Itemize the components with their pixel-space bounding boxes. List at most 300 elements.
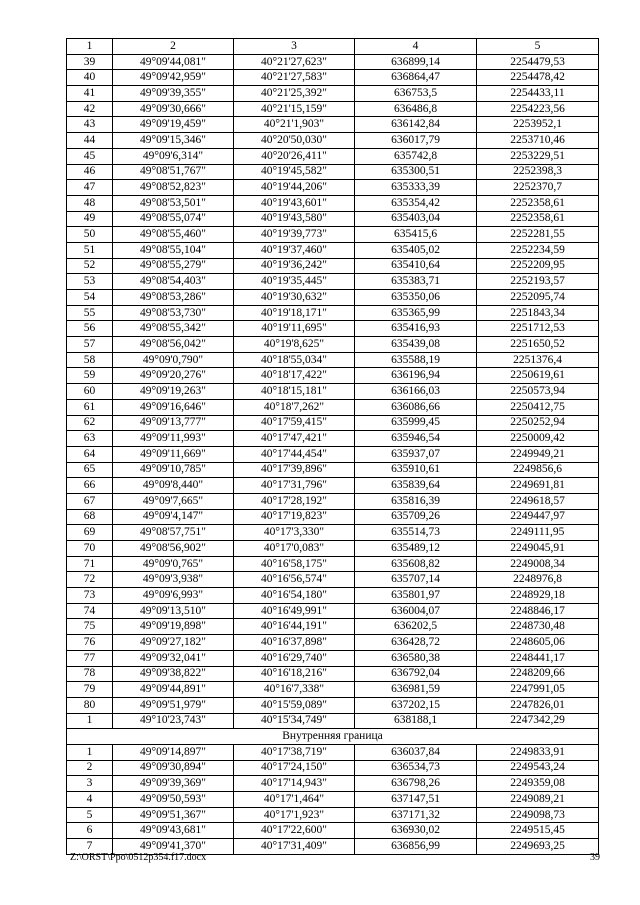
- table-cell: 635937,07: [355, 446, 477, 462]
- table-row: [67, 227, 599, 243]
- table-cell: 3: [234, 39, 355, 55]
- table-cell: 1: [67, 744, 113, 760]
- table-cell: 49°09'8,440": [113, 478, 234, 494]
- table-cell: 636017,79: [355, 133, 477, 149]
- table-row: [67, 666, 599, 682]
- table-cell: 2250619,61: [477, 368, 599, 384]
- table-cell: 635816,39: [355, 493, 477, 509]
- table-cell: 40°16'49,991": [234, 603, 355, 619]
- table-cell: 40°18'55,034": [234, 352, 355, 368]
- table-cell: 2: [113, 39, 234, 55]
- table-row: [67, 384, 599, 400]
- table-cell: 49°09'32,041": [113, 650, 234, 666]
- table-cell: 49°09'14,897": [113, 744, 234, 760]
- table-cell: 69: [67, 525, 113, 541]
- table-cell: 635707,14: [355, 572, 477, 588]
- table-cell: 49°08'52,823": [113, 180, 234, 196]
- table-cell: 66: [67, 478, 113, 494]
- section-row: [67, 729, 599, 745]
- table-row: [67, 588, 599, 604]
- table-cell: 635333,39: [355, 180, 477, 196]
- table-row: [67, 54, 599, 70]
- table-row: [67, 368, 599, 384]
- table-cell: 2254478,42: [477, 70, 599, 86]
- table-cell: 636753,5: [355, 86, 477, 102]
- table-cell: 2249089,21: [477, 792, 599, 808]
- table-cell: 2249447,97: [477, 509, 599, 525]
- table-cell: 40°15'59,089": [234, 697, 355, 713]
- table-cell: 71: [67, 556, 113, 572]
- table-row: [67, 541, 599, 557]
- table-cell: 40: [67, 70, 113, 86]
- table-cell: 2: [67, 760, 113, 776]
- table-cell: 635416,93: [355, 321, 477, 337]
- table-cell: 2249098,73: [477, 807, 599, 823]
- table-cell: 73: [67, 588, 113, 604]
- table-cell: 49°09'13,510": [113, 603, 234, 619]
- table-cell: 40°18'15,181": [234, 384, 355, 400]
- table-cell: 49°09'16,646": [113, 399, 234, 415]
- table-cell: 54: [67, 290, 113, 306]
- table-cell: 40°16'44,191": [234, 619, 355, 635]
- table-cell: 40°20'50,030": [234, 133, 355, 149]
- table-cell: 635801,97: [355, 588, 477, 604]
- table-cell: 2254223,56: [477, 101, 599, 117]
- footer-file-path: Z:\ORST\Ppo\0512p354.f17.docx: [70, 852, 207, 863]
- table-cell: 49°09'51,367": [113, 807, 234, 823]
- table-cell: 40°19'8,625": [234, 337, 355, 353]
- table-row: [67, 713, 599, 729]
- table-cell: 49°08'56,042": [113, 337, 234, 353]
- table-cell: 40°17'47,421": [234, 431, 355, 447]
- table-cell: 79: [67, 682, 113, 698]
- table-row: [67, 164, 599, 180]
- table-cell: 2249111,95: [477, 525, 599, 541]
- table-cell: 636930,02: [355, 823, 477, 839]
- table-cell: 2252193,57: [477, 274, 599, 290]
- table-row: [67, 415, 599, 431]
- table-cell: 49°08'55,074": [113, 211, 234, 227]
- table-cell: 40°20'26,411": [234, 148, 355, 164]
- table-cell: 40°21'15,159": [234, 101, 355, 117]
- table-cell: 636428,72: [355, 635, 477, 651]
- table-cell: 636202,5: [355, 619, 477, 635]
- table-row: [67, 337, 599, 353]
- table-cell: 635383,71: [355, 274, 477, 290]
- table-cell: 74: [67, 603, 113, 619]
- table-cell: 40°19'35,445": [234, 274, 355, 290]
- table-cell: 49°09'13,777": [113, 415, 234, 431]
- table-cell: 636798,26: [355, 776, 477, 792]
- table-cell: 2252281,55: [477, 227, 599, 243]
- table-cell: 56: [67, 321, 113, 337]
- table-cell: 40°19'43,601": [234, 195, 355, 211]
- table-cell: 40°19'18,171": [234, 305, 355, 321]
- table-cell: 2249856,6: [477, 462, 599, 478]
- table-cell: 40°19'43,580": [234, 211, 355, 227]
- table-cell: 2254433,11: [477, 86, 599, 102]
- table-cell: 40°19'11,695": [234, 321, 355, 337]
- table-row: [67, 792, 599, 808]
- section-title: Внутренняя граница: [67, 729, 599, 745]
- table-row: [67, 399, 599, 415]
- table-cell: 49°09'42,959": [113, 70, 234, 86]
- table-cell: 49°08'55,104": [113, 242, 234, 258]
- table-cell: 636856,99: [355, 839, 477, 855]
- table-cell: 49°09'6,314": [113, 148, 234, 164]
- table-cell: 2252234,59: [477, 242, 599, 258]
- footer-page-number: 39: [590, 852, 600, 863]
- table-cell: 40°16'56,574": [234, 572, 355, 588]
- table-cell: 49°09'10,785": [113, 462, 234, 478]
- table-cell: 636864,47: [355, 70, 477, 86]
- table-cell: 637147,51: [355, 792, 477, 808]
- table-cell: 40°19'37,460": [234, 242, 355, 258]
- table-cell: 5: [67, 807, 113, 823]
- table-row: [67, 760, 599, 776]
- coordinates-table: [66, 38, 599, 855]
- table-cell: 40°18'17,422": [234, 368, 355, 384]
- table-cell: 2249949,21: [477, 446, 599, 462]
- table-cell: 49°09'43,681": [113, 823, 234, 839]
- table-cell: 40°19'30,632": [234, 290, 355, 306]
- table-cell: 49°09'6,993": [113, 588, 234, 604]
- table-cell: 2250412,75: [477, 399, 599, 415]
- table-cell: 2252358,61: [477, 211, 599, 227]
- table-cell: 58: [67, 352, 113, 368]
- table-cell: 2249008,34: [477, 556, 599, 572]
- table-cell: 636981,59: [355, 682, 477, 698]
- table-cell: 635403,04: [355, 211, 477, 227]
- table-cell: 636086,66: [355, 399, 477, 415]
- table-cell: 40°17'3,330": [234, 525, 355, 541]
- table-row: [67, 682, 599, 698]
- table-cell: 635910,61: [355, 462, 477, 478]
- table-cell: 2252095,74: [477, 290, 599, 306]
- table-row: [67, 525, 599, 541]
- table-cell: 49: [67, 211, 113, 227]
- table-cell: 1: [67, 713, 113, 729]
- table-cell: 49°09'20,276": [113, 368, 234, 384]
- table-cell: 2249618,57: [477, 493, 599, 509]
- table-cell: 635405,02: [355, 242, 477, 258]
- table-cell: 635999,45: [355, 415, 477, 431]
- table-cell: 2253710,46: [477, 133, 599, 149]
- table-cell: 40°15'34,749": [234, 713, 355, 729]
- table-cell: 40°17'31,796": [234, 478, 355, 494]
- table-cell: 61: [67, 399, 113, 415]
- table-cell: 2249543,24: [477, 760, 599, 776]
- table-cell: 635839,64: [355, 478, 477, 494]
- table-cell: 39: [67, 54, 113, 70]
- table-cell: 635489,12: [355, 541, 477, 557]
- table-cell: 44: [67, 133, 113, 149]
- table-cell: 40°19'44,206": [234, 180, 355, 196]
- table-row: [67, 650, 599, 666]
- table-row: [67, 195, 599, 211]
- table-cell: 49°08'55,279": [113, 258, 234, 274]
- table-cell: 40°19'36,242": [234, 258, 355, 274]
- table-cell: 75: [67, 619, 113, 635]
- table-header-row: [67, 39, 599, 55]
- table-cell: 80: [67, 697, 113, 713]
- table-cell: 49°08'56,902": [113, 541, 234, 557]
- table-cell: 2247342,29: [477, 713, 599, 729]
- table-cell: 636142,84: [355, 117, 477, 133]
- table-cell: 6: [67, 823, 113, 839]
- table-cell: 2247991,05: [477, 682, 599, 698]
- table-cell: 64: [67, 446, 113, 462]
- table-row: [67, 242, 599, 258]
- table-row: [67, 493, 599, 509]
- table-cell: 51: [67, 242, 113, 258]
- table-cell: 636792,04: [355, 666, 477, 682]
- table-cell: 40°21'27,623": [234, 54, 355, 70]
- table-cell: 49°09'3,938": [113, 572, 234, 588]
- table-cell: 635608,82: [355, 556, 477, 572]
- table-row: [67, 258, 599, 274]
- table-cell: 635365,99: [355, 305, 477, 321]
- table-cell: 49°09'19,898": [113, 619, 234, 635]
- table-cell: 49°09'7,665": [113, 493, 234, 509]
- table-row: [67, 635, 599, 651]
- table-cell: 2248441,17: [477, 650, 599, 666]
- table-cell: 635354,42: [355, 195, 477, 211]
- table-cell: 636899,14: [355, 54, 477, 70]
- table-row: [67, 556, 599, 572]
- table-row: [67, 274, 599, 290]
- table-cell: 49°09'0,790": [113, 352, 234, 368]
- table-cell: 49°09'41,370": [113, 839, 234, 855]
- table-cell: 2254479,53: [477, 54, 599, 70]
- table-cell: 40°17'44,454": [234, 446, 355, 462]
- table-cell: 2248730,48: [477, 619, 599, 635]
- table-cell: 637202,15: [355, 697, 477, 713]
- table-cell: 63: [67, 431, 113, 447]
- table-row: [67, 86, 599, 102]
- table-row: [67, 823, 599, 839]
- table-cell: 635350,06: [355, 290, 477, 306]
- table-cell: 49°09'44,891": [113, 682, 234, 698]
- table-cell: 2249833,91: [477, 744, 599, 760]
- table-cell: 49°09'11,993": [113, 431, 234, 447]
- table-cell: 40°19'39,773": [234, 227, 355, 243]
- table-cell: 40°17'59,415": [234, 415, 355, 431]
- table-cell: 636580,38: [355, 650, 477, 666]
- table-cell: 40°17'39,896": [234, 462, 355, 478]
- table-cell: 68: [67, 509, 113, 525]
- table-cell: 40°17'1,923": [234, 807, 355, 823]
- table-cell: 2251843,34: [477, 305, 599, 321]
- table-cell: 67: [67, 493, 113, 509]
- table-row: [67, 462, 599, 478]
- table-cell: 636037,84: [355, 744, 477, 760]
- table-cell: 49°09'19,459": [113, 117, 234, 133]
- table-cell: 49°09'39,369": [113, 776, 234, 792]
- table-row: [67, 180, 599, 196]
- table-cell: 65: [67, 462, 113, 478]
- table-cell: 49°09'30,666": [113, 101, 234, 117]
- table-row: [67, 509, 599, 525]
- table-cell: 49°08'55,460": [113, 227, 234, 243]
- table-cell: 3: [67, 776, 113, 792]
- table-row: [67, 211, 599, 227]
- table-cell: 2251712,53: [477, 321, 599, 337]
- table-cell: 636486,8: [355, 101, 477, 117]
- table-cell: 40°21'27,583": [234, 70, 355, 86]
- table-cell: 43: [67, 117, 113, 133]
- table-cell: 40°16'54,180": [234, 588, 355, 604]
- table-row: [67, 290, 599, 306]
- table-cell: 49°09'0,765": [113, 556, 234, 572]
- table-cell: 49°09'4,147": [113, 509, 234, 525]
- table-row: [67, 148, 599, 164]
- table-cell: 635514,73: [355, 525, 477, 541]
- table-cell: 2247826,01: [477, 697, 599, 713]
- table-cell: 49°08'53,501": [113, 195, 234, 211]
- table-cell: 636534,73: [355, 760, 477, 776]
- table-cell: 4: [355, 39, 477, 55]
- table-cell: 636166,03: [355, 384, 477, 400]
- table-cell: 49°08'57,751": [113, 525, 234, 541]
- table-row: [67, 697, 599, 713]
- table-cell: 77: [67, 650, 113, 666]
- table-cell: 2248209,66: [477, 666, 599, 682]
- table-cell: 50: [67, 227, 113, 243]
- table-cell: 2249693,25: [477, 839, 599, 855]
- table-cell: 2252209,95: [477, 258, 599, 274]
- table-cell: 40°17'19,823": [234, 509, 355, 525]
- table-cell: 49°10'23,743": [113, 713, 234, 729]
- table-cell: 40°17'24,150": [234, 760, 355, 776]
- table-cell: 5: [477, 39, 599, 55]
- table-cell: 635946,54: [355, 431, 477, 447]
- table-row: [67, 807, 599, 823]
- table-cell: 40°16'29,740": [234, 650, 355, 666]
- table-cell: 53: [67, 274, 113, 290]
- table-cell: 49°08'51,767": [113, 164, 234, 180]
- table-cell: 49°09'39,355": [113, 86, 234, 102]
- table-row: [67, 101, 599, 117]
- table-row: [67, 744, 599, 760]
- table-row: [67, 572, 599, 588]
- table-cell: 2250573,94: [477, 384, 599, 400]
- table-row: [67, 619, 599, 635]
- table-row: [67, 478, 599, 494]
- table-cell: 49°09'15,346": [113, 133, 234, 149]
- table-cell: 55: [67, 305, 113, 321]
- table-cell: 7: [67, 839, 113, 855]
- table-cell: 49°08'53,730": [113, 305, 234, 321]
- table-row: [67, 133, 599, 149]
- table-cell: 47: [67, 180, 113, 196]
- table-row: [67, 305, 599, 321]
- table-cell: 42: [67, 101, 113, 117]
- table-cell: 49°08'54,403": [113, 274, 234, 290]
- table-cell: 49°09'44,081": [113, 54, 234, 70]
- table-cell: 49°09'27,182": [113, 635, 234, 651]
- table-cell: 2253229,51: [477, 148, 599, 164]
- table-cell: 636004,07: [355, 603, 477, 619]
- table-cell: 2249045,91: [477, 541, 599, 557]
- table-cell: 635439,08: [355, 337, 477, 353]
- table-cell: 52: [67, 258, 113, 274]
- table-cell: 2248976,8: [477, 572, 599, 588]
- table-cell: 2249359,08: [477, 776, 599, 792]
- table-cell: 2248929,18: [477, 588, 599, 604]
- table-cell: 2248605,06: [477, 635, 599, 651]
- table-cell: 2249515,45: [477, 823, 599, 839]
- table-cell: 635709,26: [355, 509, 477, 525]
- table-cell: 49°09'50,593": [113, 792, 234, 808]
- table-cell: 40°16'18,216": [234, 666, 355, 682]
- table-row: [67, 603, 599, 619]
- table-cell: 49°09'11,669": [113, 446, 234, 462]
- table-cell: 636196,94: [355, 368, 477, 384]
- table-cell: 2251650,52: [477, 337, 599, 353]
- table-cell: 40°16'7,338": [234, 682, 355, 698]
- table-cell: 49°09'19,263": [113, 384, 234, 400]
- table-cell: 72: [67, 572, 113, 588]
- table-row: [67, 117, 599, 133]
- table-cell: 45: [67, 148, 113, 164]
- table-cell: 62: [67, 415, 113, 431]
- table-cell: 2250252,94: [477, 415, 599, 431]
- table-cell: 57: [67, 337, 113, 353]
- table-cell: 2253952,1: [477, 117, 599, 133]
- table-cell: 49°08'53,286": [113, 290, 234, 306]
- table-cell: 40°16'37,898": [234, 635, 355, 651]
- table-cell: 40°17'14,943": [234, 776, 355, 792]
- table-cell: 2251376,4: [477, 352, 599, 368]
- table-cell: 40°21'1,903": [234, 117, 355, 133]
- table-cell: 2252398,3: [477, 164, 599, 180]
- coordinates-table-body: [67, 39, 599, 855]
- table-cell: 2250009,42: [477, 431, 599, 447]
- table-cell: 70: [67, 541, 113, 557]
- table-cell: 2249691,81: [477, 478, 599, 494]
- table-row: [67, 776, 599, 792]
- table-cell: 40°17'31,409": [234, 839, 355, 855]
- table-cell: 78: [67, 666, 113, 682]
- table-row: [67, 446, 599, 462]
- table-cell: 2252370,7: [477, 180, 599, 196]
- table-cell: 635415,6: [355, 227, 477, 243]
- table-cell: 40°17'38,719": [234, 744, 355, 760]
- table-cell: 49°09'51,979": [113, 697, 234, 713]
- table-cell: 635588,19: [355, 352, 477, 368]
- table-cell: 59: [67, 368, 113, 384]
- table-cell: 60: [67, 384, 113, 400]
- table-cell: 40°19'45,582": [234, 164, 355, 180]
- table-cell: 635742,8: [355, 148, 477, 164]
- table-cell: 49°09'38,822": [113, 666, 234, 682]
- table-row: [67, 70, 599, 86]
- table-cell: 48: [67, 195, 113, 211]
- table-cell: 635300,51: [355, 164, 477, 180]
- table-cell: 40°16'58,175": [234, 556, 355, 572]
- table-cell: 40°17'22,600": [234, 823, 355, 839]
- table-cell: 49°08'55,342": [113, 321, 234, 337]
- table-cell: 40°17'1,464": [234, 792, 355, 808]
- table-cell: 40°17'0,083": [234, 541, 355, 557]
- table-row: [67, 321, 599, 337]
- table-row: [67, 352, 599, 368]
- table-cell: 637171,32: [355, 807, 477, 823]
- table-row: [67, 431, 599, 447]
- table-cell: 2252358,61: [477, 195, 599, 211]
- table-cell: 2248846,17: [477, 603, 599, 619]
